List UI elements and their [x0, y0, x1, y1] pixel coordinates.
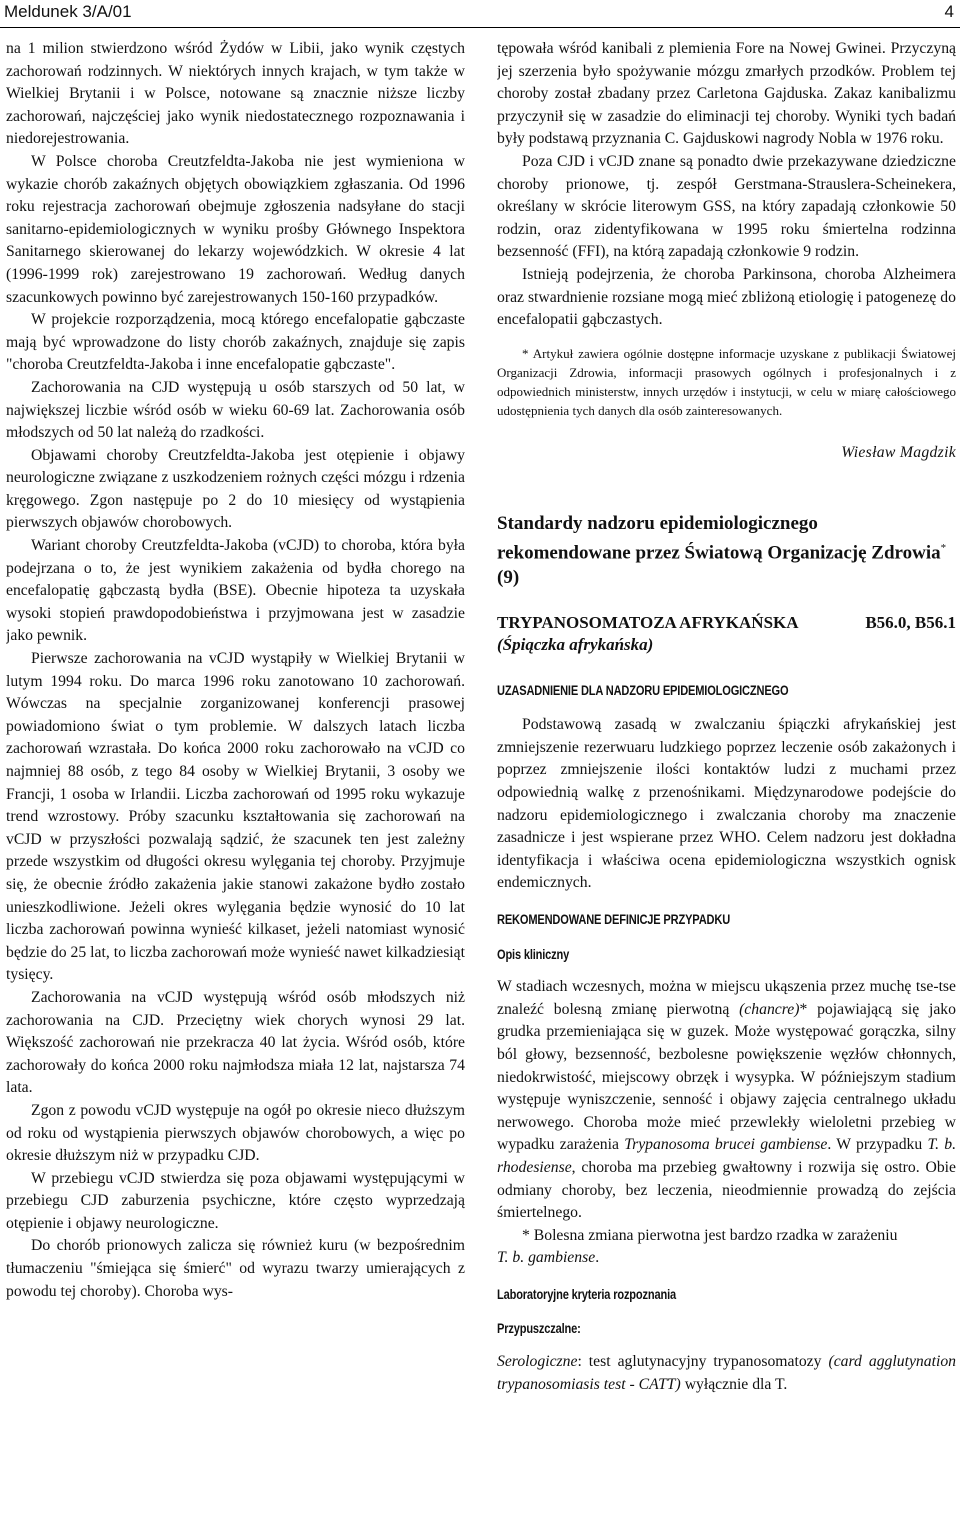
paragraph: Pierwsze zachorowania na vCJD wystąpiły w Wielkiej Brytanii w lutym 1994 roku. Do marca 1996 roku zanotowano 10 zachorowań. Wówczas na specjalnie zorganizowanej konferencji prasowej powiadomiono świat o tym problemie. W dalszych latach liczba zachorowań wzrastała. Do końca 2000 roku zachorowało na vCJD co najmniej 88 osób, z tego 84 osoby w Wielkiej Brytanii, 3 osoby we Francji, 1 osoba w Irlandii. Liczba zachorowań od 1995 roku wykazuje trend wzrostowy. Próby szacunku kształtowania się zachorowań na vCJD w przyszłości pozwalają sądzić, że szacunek ten jest zależny przede wszystkim od długości okresu wylęgania tej choroby. Przyjmuje się, że obecnie źródło zakażenia jakie stanowi zakażone bydło zostało unieszkodliwione. Jeżeli okres wylęgania będzie wynosić do 10 lat liczba zachorowań powinna wynieść kilkaset, jeżeli natomiast wynosić będzie do 25 lat, to liczba zachorowań może wynieść nawet kilkadziesiąt tysięcy.: [6, 650, 465, 984]
right-column: [497, 38, 956, 1513]
paragraph: tępowała wśród kanibali z plemienia Fore na Nowej Gwinei. Przyczyną jej szerzenia było spożywanie mózgu zmarłych przodków. Problem tej choroby został zbadany przez Carletona Gajduska. Zakaz kanibalizmu przyczynił się w zasadzie do eliminacji tej choroby. Wyniki tych badań były podstawą przyznania C. Gajduskowi nagrody Nobla w 1976 roku.: [497, 40, 956, 148]
case-definitions-heading: REKOMENDOWANE DEFINICJE PRZYPADKU: [497, 911, 731, 927]
clinical-note: * Bolesna zmiana pierwotna jest bardzo rzadka w zarażeniu T. b. gambiense.: [497, 1226, 898, 1267]
article-footnote: * Artykuł zawiera ogólnie dostępne informacje uzyskane z publikacji Światowej Organizacji Zdrowia, informacji prasowych ogólnych i profesjonalnych i z odpowiednich ministerstw, innych urzędów i instytucji, w celu w miarę całościowego udostępnienia tych danych dla osób zainteresowanych.: [497, 345, 956, 418]
presumptive-heading: Przypuszczalne:: [497, 1321, 581, 1337]
paragraph: W Polsce choroba Creutzfeldta-Jakoba nie jest wymieniona w wykazie chorób zakaźnych objętych obowiązkiem zgłaszania. Od 1996 roku rejestracja zachorowań obejmuje zgłoszenia nadsyłane do stacji sanitarno-epidemiologicznych w wyniku prośby Głównego Inspektora Sanitarnego skierowanej do lekarzy wojewódzkich. W okresie 4 lat (1996-1999 rok) zarejestrowano 19 zachorowań. Według danych szacunkowych powinno być zarejestrowanych 150-160 przypadków.: [6, 152, 465, 306]
header-divider: [0, 27, 960, 28]
author-signature: Wiesław Magdzik: [841, 443, 956, 461]
paragraph: Wariant choroby Creutzfeldta-Jakoba (vCJD) to choroba, która była podejrzana o to, że jest wynikiem zakażenia od bydła chorego na encefalopatię gąbczastą bydła (BSE). Obecnie hipoteza ta uzyskała wysoki stopień prawdopodobieństwa i przyjmowana jest w zasadzie jako pewnik.: [6, 537, 465, 645]
paragraph: W przebiegu vCJD stwierdza się poza objawami występującymi w przebiegu CJD zaburzenia psychiczne, które często wyprzedzają otępienie i objawy neurologiczne.: [6, 1169, 465, 1232]
journal-issue: Meldunek 3/A/01: [4, 2, 132, 21]
paragraph: W projekcie rozporządzenia, mocą którego encefalopatie gąbczaste mają być wprowadzone do listy chorób zakaźnych, znajduje się zapis "choroba Creutzfeldta-Jakoba i inne encefalopatie gąbczaste".: [6, 311, 465, 374]
disease-heading: [497, 612, 956, 634]
page-number: 4: [944, 2, 954, 21]
paragraph: Do chorób prionowych zalicza się również kuru (w bezpośrednim tłumaczeniu "śmiejąca się śmierć" od wyrazu twarzy umierających z powodu tej choroby). Choroba wys-: [6, 1237, 465, 1300]
paragraph: Zachorowania na CJD występują u osób starszych od 50 lat, w największej liczbie wśród osób w wieku 60-69 lat. Zachorowania osób młodszych od 50 lat należą do rzadkości.: [6, 378, 465, 442]
page-header: [0, 0, 960, 28]
paragraph: Poza CJD i vCJD znane są ponadto dwie przekazywane dziedziczne choroby prionowe, tj. zespół Gerstmana-Strauslera-Scheinekera, określany w skrócie literowym GSS, na który zapadają członkowie 50 rodzin, oraz zidentyfikowana w 1995 roku śmiertelna rodzinna bezsenność (FFI), na którą zapadają członkowie 9 rodzin.: [497, 152, 956, 261]
lab-criteria-heading: Laboratoryjne kryteria rozpoznania: [497, 1286, 676, 1302]
disease-name: TRYPANOSOMATOZA AFRYKAŃSKA: [497, 612, 799, 632]
serology-paragraph: Serologiczne: test aglutynacyjny trypanosomatozy (card agglutynation trypanosomiasis test - CATT) wyłącznie dla T.: [497, 1353, 956, 1393]
left-column: [6, 38, 465, 1513]
footnote-mark: *: [940, 542, 947, 555]
disease-common-name: (Śpiączka afrykańska): [497, 634, 654, 654]
rationale-heading: UZASADNIENIE DLA NADZORU EPIDEMIOLOGICZNEGO: [497, 682, 789, 698]
clinical-description: W stadiach wczesnych, można w miejscu ukąszenia przez muchę tse-tse znaleźć bolesną zmianę pierwotną (chancre)* pojawiającą się jako grudka przemieniająca się w guzek. Może występować gorączka, silny ból głowy, bezsenność, bezbolesne powiększenie węzłów chłonnych, niedokrwistość, miejscowy obrzęk i wysypka. W późniejszym stadium występuje wyniszczenie, senność i objawy zajęcia centralnego układu nerwowego. Choroba może mieć przewlekły wieloletni przebieg w wypadku zarażenia Trypanosoma brucei gambiense. W przypadku T. b. rhodesiense, choroba ma przebieg gwałtowny i rozwija się ostro. Obie odmiany choroby, bez leczenia, nieodmiennie prowadzą do zejścia śmiertelnego.: [497, 978, 956, 1222]
reference-number: (9): [497, 566, 520, 588]
paragraph: Podstawową zasadą w zwalczaniu śpiączki afrykańskiej jest zmniejszenie rezerwuaru ludzkiego poprzez leczenie osób zakażonych i poprzez zmniejszenie ilości kontaktów ludzi z muchami przez odpowiednią walkę z przenośnikami. Międzynarodowe podejście do nadzoru epidemiologicznego i zwalczania choroby ma znaczenie zasadnicze i jest wspierane przez WHO. Celem nadzoru jest dokładna identyfikacja i właściwa ocena epidemiologiczna wszystkich ognisk endemicznych.: [497, 716, 956, 892]
paragraph: na 1 milion stwierdzono wśród Żydów w Libii, jako wynik częstych zachorowań rodzinnych. W niektórych innych krajach, w tym także w Wielkiej Brytanii i w Polsce, notowane są znacznie niższe liczby zachorowań, najczęściej jako wynik niedostatecznego rozpoznawania i niedorejestrowania.: [6, 40, 465, 148]
paragraph: Istnieją podejrzenia, że choroba Parkinsona, choroba Alzheimera oraz stwardnienie rozsiane mogą mieć zbliżoną etiologię i patogenezę do encefalopatii gąbczastych.: [497, 265, 956, 329]
clinical-description-heading: Opis kliniczny: [497, 946, 570, 962]
section-title: [497, 512, 956, 589]
section-title-text: Standardy nadzoru epidemiologicznego rekomendowane przez Światową Organizację Zdrowia: [497, 513, 941, 564]
paragraph: Zachorowania na vCJD występują wśród osób młodszych niż zachorowania na CJD. Przeciętny wiek chorych wynosi 29 lat. Większość zachorowań nie przekracza 40 lat życia. Wśród osób, które zachorowały do końca 2000 roku najmłodsza miała 12 lat, najstarsza 74 lata.: [6, 988, 465, 1097]
icd-code: B56.0, B56.1: [865, 612, 956, 632]
paragraph: Objawami choroby Creutzfeldta-Jakoba jest otępienie i objawy neurologiczne związane z uszkodzeniem rożnych części mózgu i rdzenia kręgowego. Zgon następuje po 2 do 10 miesięcy od wystąpienia pierwszych objawów chorobowych.: [6, 446, 465, 532]
paragraph: Zgon z powodu vCJD występuje na ogół po okresie nieco dłuższym od roku od wystąpienia pierwszych objawów chorobowych, a więc po okresie dłuższym niż w przypadku CJD.: [6, 1101, 465, 1165]
